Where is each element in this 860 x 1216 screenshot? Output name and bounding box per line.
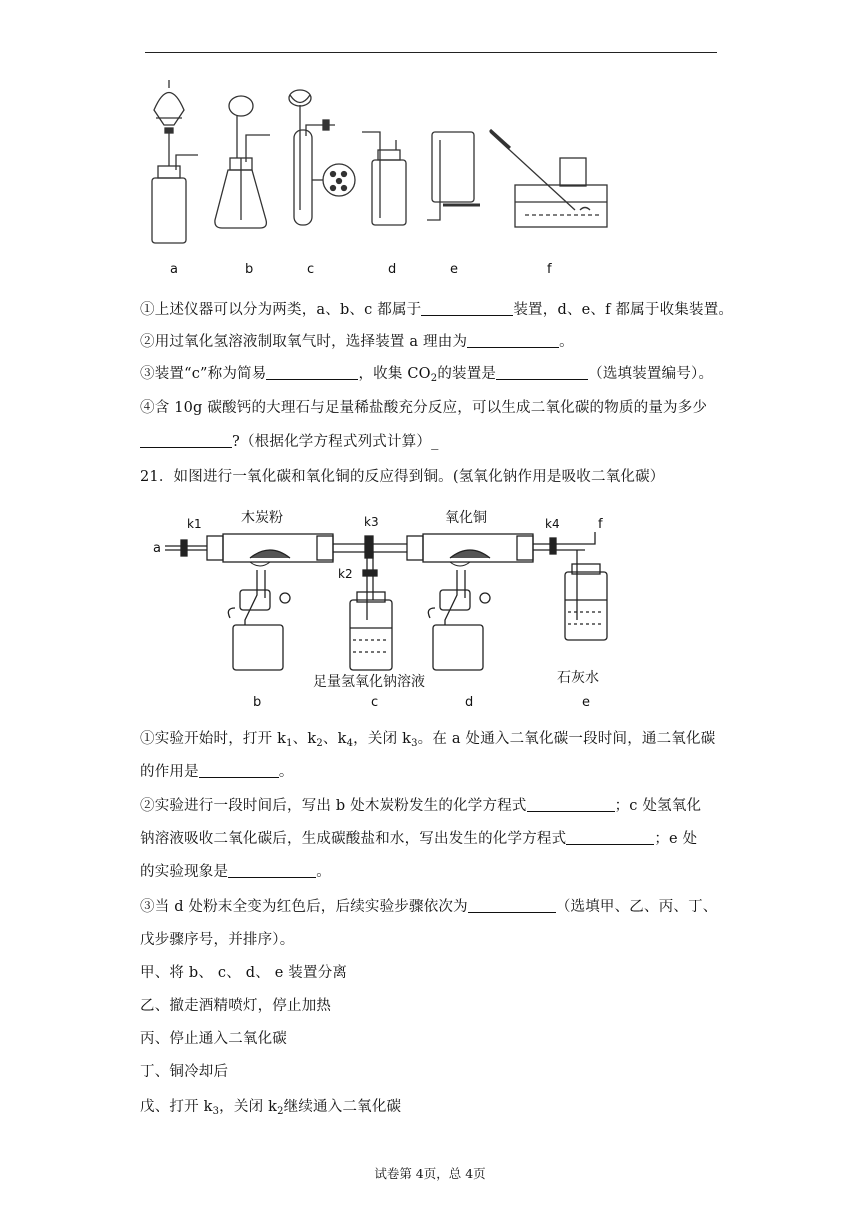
q20-line-3: ③装置“c”称为简易 ，收集 $CO_2$的装置是 （选填装置编号）。 [140,366,714,384]
fig-label-b: b [253,695,262,710]
q20-line-5: ?（根据化学方程式列式计算）_ [140,432,439,452]
fig-label-k2: k2 [338,567,353,581]
q20-line-1: ①上述仪器可以分为两类，a、b、c 都属于 装置，d、e、f 都属于收集装置。 [140,302,734,318]
apparatus-e [427,132,480,220]
fig-label-k3: k3 [364,515,379,529]
apparatus-a [152,80,198,243]
fig-label-c: c [371,695,379,710]
q21-line-1: ①实验开始时，打开 $k_1$、$k_2$、$k_4$，关闭 $k_3$。在 a 处通入二氧化碳一段时间，通二氧化碳 [140,731,716,749]
apparatus-b [215,96,270,228]
q21-title: 21．如图进行一氧化碳和氧化铜的反应得到铜。(氢氧化钠作用是吸收二氧化碳） [140,469,665,485]
q21-line-5: 的实验现象是 。 [140,864,331,880]
answer-blank[interactable] [421,301,513,316]
q21-step-1: 甲、将 b、 c、 d、 e 装置分离 [140,965,348,981]
apparatus-c [289,90,355,225]
fig-label-charcoal: 木炭粉 [241,510,283,526]
answer-blank[interactable] [140,433,232,448]
answer-blank[interactable] [527,797,615,812]
fig-label-limewater: 石灰水 [557,670,599,686]
header-rule [145,52,717,53]
fig-label-a: a [153,541,161,556]
apparatus-f [490,130,607,227]
answer-blank[interactable] [468,898,556,913]
label-d: d [388,262,397,277]
fig-label-k4: k4 [545,517,560,531]
q20-line-4: ④含 10g 碳酸钙的大理石与足量稀盐酸充分反应，可以生成二氧化碳的物质的量为多少 [140,400,708,416]
label-e: e [450,262,458,277]
answer-blank[interactable] [266,365,358,380]
q21-line-7: 戊步骤序号，并排序）。 [140,932,295,948]
label-f: f [547,262,552,277]
q21-step-4: 丁、铜冷却后 [140,1064,229,1080]
answer-blank[interactable] [467,333,559,348]
apparatus-figure [140,70,620,280]
answer-blank[interactable] [228,863,316,878]
label-c: c [307,262,315,277]
co-cuo-apparatus-figure [145,500,625,715]
q20-line-2: ②用过氧化氢溶液制取氧气时，选择装置 a 理由为 。 [140,334,574,350]
fig-label-e: e [582,695,590,710]
q21-line-6: ③当 d 处粉末全变为红色后，后续实验步骤依次为 （选填甲、乙、丙、丁、 [140,899,718,915]
q21-step-3: 丙、停止通入二氧化碳 [140,1031,287,1047]
q21-line-3: ②实验进行一段时间后，写出 b 处木炭粉发生的化学方程式 ；c 处氢氧化 [140,798,702,814]
fig-label-cuo: 氧化铜 [445,510,487,526]
fig-label-naoh: 足量氢氧化钠溶液 [313,674,425,690]
fig-label-d: d [465,695,474,710]
q21-step-2: 乙、撤走酒精喷灯，停止加热 [140,998,332,1014]
page-footer: 试卷第 4页，总 4页 [374,1166,486,1181]
label-a: a [170,262,178,277]
fig-label-f: f [598,517,603,532]
q21-line-2: 的作用是 。 [140,764,294,780]
answer-blank[interactable] [199,763,279,778]
label-b: b [245,262,254,277]
answer-blank[interactable] [566,830,654,845]
answer-blank[interactable] [496,365,588,380]
apparatus-d [362,132,406,225]
q21-step-5: 戊、打开 $k_3$，关闭 $k_2$继续通入二氧化碳 [140,1099,402,1117]
q21-line-4: 钠溶液吸收二氧化碳后，生成碳酸盐和水，写出发生的化学方程式 ；e 处 [140,831,698,847]
fig-label-k1: k1 [187,517,202,531]
